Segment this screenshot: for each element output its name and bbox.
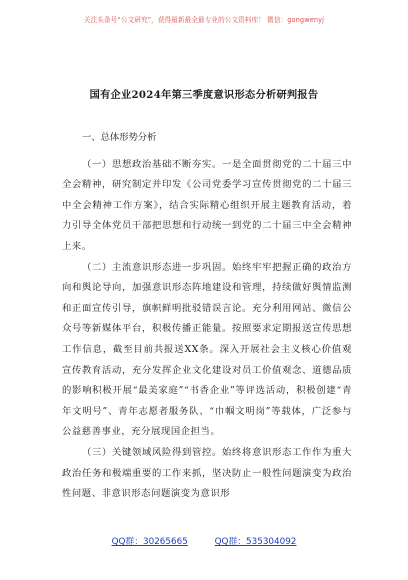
document-title: 国有企业2024年第三季度意识形态分析研判报告 bbox=[89, 89, 319, 101]
paragraph-2: （二）主流意识形态进一步巩固。始终牢牢把握正确的政治方向和舆论导向，加强意识形态阵地建设和管理，持续做好舆情监测和正面宣传引导，旗帜鲜明批驳错误言论。充分利用网站、微信公众号等新媒体平台，积极传播正能量。按照要求定期报送宣传思想工作信息，截至目前共报送XX条。深入开展社会主义核心价值观宣传教育活动，充分发挥企业文化建设对员工价值观念、道德品质的影响积极开展“最美家庭”“书香企业”等评选活动，积极创建“青年文明号”、青年志愿者服务队、“巾帼文明岗”等载体，广泛参与公益慈善事业，充分展现国企担当。 bbox=[62, 261, 352, 438]
promo-banner: 关注头条号“公文研究”，获得最新最全最专业的公文资料库！ 微信：gongwenyj bbox=[83, 16, 325, 24]
paragraph-3: （三）关键领域风险得到管控。始终将意识形态工作作为重大政治任务和极端重要的工作来抓，坚决防止一般性问题演变为政治性问题、非意识形态问题演变为意识形 bbox=[62, 446, 352, 500]
document-body bbox=[62, 128, 352, 505]
qq-group-1-link[interactable]: QQ群：30265665 bbox=[111, 537, 188, 547]
paragraph-1: （一）思想政治基础不断夯实。一是全面贯彻党的二十届三中全会精神，研究制定并印发《公司党委学习宣传贯彻党的二十届三中全会精神工作方案》，结合实际精心组织开展主题教育活动，着力引导全体党员干部把思想和行动统一到党的二十届三中全会精神上来。 bbox=[62, 158, 352, 252]
section-heading: 一、总体形势分析 bbox=[82, 132, 157, 143]
footer-contacts bbox=[0, 534, 408, 547]
qq-group-2-link[interactable]: QQ群：535304092 bbox=[214, 537, 297, 547]
